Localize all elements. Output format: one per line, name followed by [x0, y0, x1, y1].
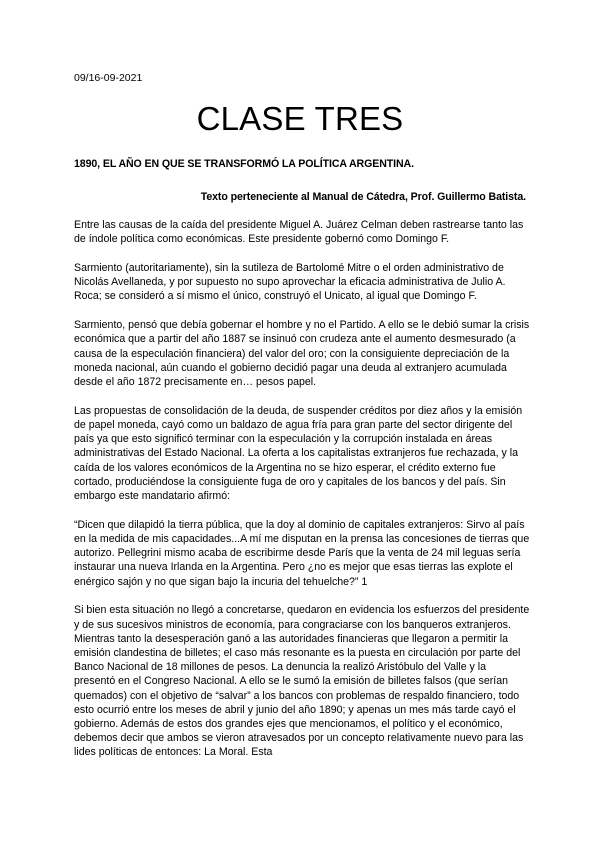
paragraph: Sarmiento, pensó que debía gobernar el hombre y no el Partido. A ello se le debió sumar la crisis económica que a partir del año 1887 se insinuó con crudeza ante el aumento desmesurado (a causa de la especulación financiera) del valor del oro; con la consiguiente depreciación de la moneda nacional, aún cuando el gobierno decidió pagar una deuda al extranjero acumulada desde el año 1872 precisamente en… pesos papel. — [74, 319, 530, 389]
document-body — [74, 218, 530, 774]
paragraph: Sarmiento (autoritariamente), sin la sutileza de Bartolomé Mitre o el orden administrativo de Nicolás Avellaneda, y por supuesto no supo aprovechar la eficacia administrativa de Julio A. Roca; se consideró a sí mismo el único, construyó el Unicato, al igual que Domingo F. — [74, 262, 506, 303]
paragraph: Entre las causas de la caída del presidente Miguel A. Juárez Celman deben rastrearse tanto las de índole política como económicas. Este presidente gobernó como Domingo F. — [74, 219, 524, 246]
document-title: CLASE TRES — [196, 100, 404, 137]
quote-paragraph: “Dicen que dilapidó la tierra pública, que la doy al dominio de capitales extranjeros: Sirvo al país en la medida de mis capacidades...A mí me disputan en la prensa las concesiones de tierras que autorizo. Pellegrini mismo acaba de escribirme desde París que la venta de 24 mil leguas sería instaurar una nueva Irlanda en la Argentina. Pero ¿no es mejor que esas tierras las explote el enérgico sajón y no que sigan bajo la incuria del tehuelche?” 1 — [74, 518, 530, 588]
document-subtitle: 1890, EL AÑO EN QUE SE TRANSFORMÓ LA POLÍTICA ARGENTINA. — [74, 158, 414, 170]
document-attribution: Texto perteneciente al Manual de Cátedra, Prof. Guillermo Batista. — [200, 191, 526, 203]
paragraph: Si bien esta situación no llegó a concretarse, quedaron en evidencia los esfuerzos del presidente y de sus sucesivos ministros de economía, para congraciarse con los banqueros extranjeros. Mientras tanto la desesperación ganó a las autoridades financieras que llegaron a permitir la emisión clandestina de billetes; el caso más resonante es la puesta en circulación por parte del Banco Nacional de 18 millones de pesos. La denuncia la realizó Aristóbulo del Valle y la presentó en el Congreso Nacional. A ello se le sumó la emisión de billetes falsos (que serían quemados) con el objetivo de “salvar” a los bancos con problemas de respaldo financiero, todo esto ocurrió entre los meses de abril y junio del año 1890; y apenas un mes más tarde cayó el gobierno. Además de estos dos grandes ejes que mencionamos, el político y el económico, debemos decir que ambos se vieron atravesados por un concepto relativamente nuevo para las lides políticas de entonces: La Moral. Esta — [74, 604, 530, 759]
document-date: 09/16-09-2021 — [74, 72, 143, 84]
paragraph: Las propuestas de consolidación de la deuda, de suspender créditos por diez años y la emisión de papel moneda, cayó como un baldazo de agua fría para gran parte del sector dirigente del país ya que esto significó terminar con la especulación y la corrupción instalada en áreas administrativas del Estado Nacional. La oferta a los capitalistas extranjeros fue rechazada, y la caída de los valores económicos de la Argentina no se hizo esperar, el crédito externo fue cortado, produciéndose la consiguiente fuga de oro y capitales de los bancos y del país. Sin embargo este mandatario afirmó: — [74, 404, 523, 503]
